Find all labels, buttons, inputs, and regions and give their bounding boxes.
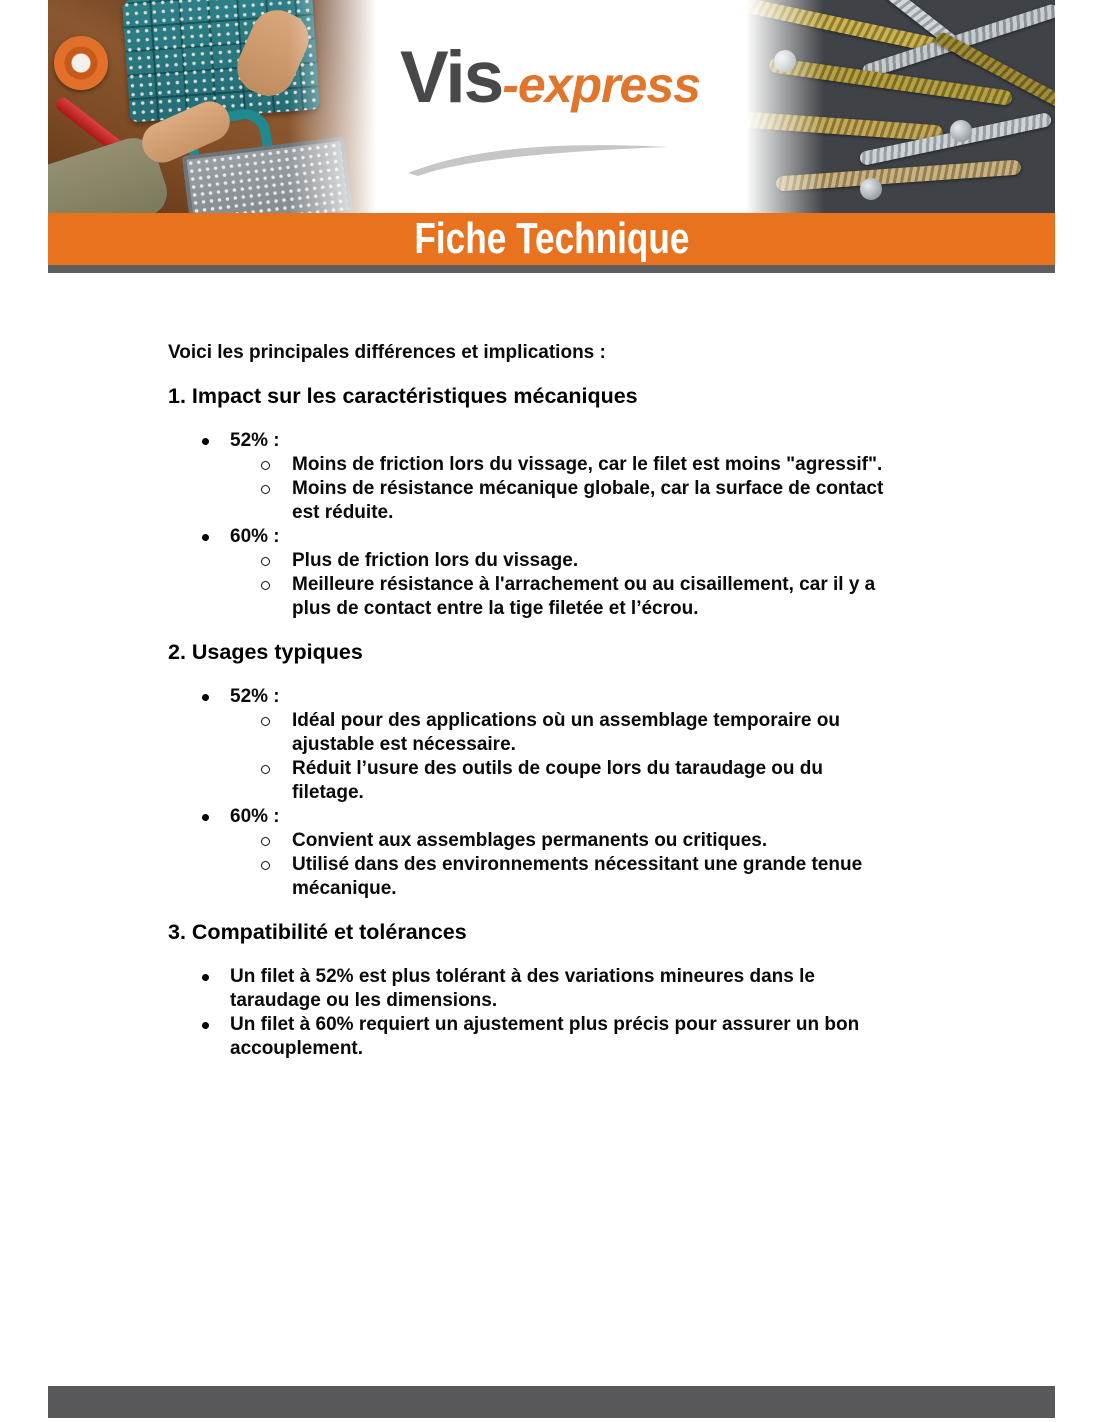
logo-swoosh-icon <box>402 140 674 178</box>
sub-list-item <box>168 453 1100 477</box>
sub-list-item-text: Meilleure résistance à l'arrachement ou au cisaillement, car il y a plus de contact entre la tige filetée et l’écrou. <box>292 574 876 619</box>
bullet-dot-icon <box>202 1022 209 1029</box>
tape-measure-icon <box>54 36 108 90</box>
footer-bar <box>48 1386 1055 1418</box>
screw-head-graphic <box>860 178 882 200</box>
sub-list-item-text: Réduit l’usure des outils de coupe lors du taraudage ou du filetage. <box>292 758 824 803</box>
sub-list-item-text: Utilisé dans des environnements nécessitant une grande tenue mécanique. <box>292 854 863 899</box>
sub-list-item <box>168 757 1100 805</box>
list-item <box>168 429 1100 453</box>
section-title: 2. Usages typiques <box>168 640 363 664</box>
bullet-circle-icon <box>261 765 270 774</box>
sub-list-item-text: Idéal pour des applications où un assemblage temporaire ou ajustable est nécessaire. <box>292 710 840 755</box>
list-item <box>168 525 1100 549</box>
sub-list-item-text: Plus de friction lors du vissage. <box>292 550 579 571</box>
list-item-text: Un filet à 52% est plus tolérant à des variations mineures dans le taraudage ou les dimensions. <box>230 966 815 1011</box>
list-item-text: 60% : <box>230 806 280 827</box>
bullet-dot-icon <box>202 694 209 701</box>
sub-list-item <box>168 477 1100 525</box>
doc-section <box>168 919 1100 1061</box>
logo-brand-text: Vis <box>400 37 503 118</box>
bullet-dot-icon <box>202 974 209 981</box>
list-item-text: 52% : <box>230 430 280 451</box>
bullet-circle-icon <box>261 837 270 846</box>
sections <box>168 383 1100 1061</box>
bullet-circle-icon <box>261 861 270 870</box>
sub-list-item-text: Moins de friction lors du vissage, car le filet est moins "agressif". <box>292 454 883 475</box>
bullet-circle-icon <box>261 485 270 494</box>
bullet-circle-icon <box>261 557 270 566</box>
bullet-dot-icon <box>202 814 209 821</box>
photo-fade <box>740 0 824 213</box>
doc-section <box>168 383 1100 621</box>
document-body <box>0 273 1100 1061</box>
list-item <box>168 965 1100 1013</box>
bullet-circle-icon <box>261 581 270 590</box>
list-item-text: 52% : <box>230 686 280 707</box>
header-collage <box>48 0 1055 213</box>
list-item-text: 60% : <box>230 526 280 547</box>
header <box>0 0 1100 273</box>
sub-list-item-text: Moins de résistance mécanique globale, car la surface de contact est réduite. <box>292 478 884 523</box>
vis-express-logo <box>400 37 720 178</box>
banner-title: Fiche Technique <box>413 214 690 263</box>
bullet-circle-icon <box>261 461 270 470</box>
sub-list-item <box>168 853 1100 901</box>
section-title: 1. Impact sur les caractéristiques mécaniques <box>168 384 638 408</box>
logo-suffix-text: -express <box>502 57 700 113</box>
sub-list-item-text: Convient aux assemblages permanents ou critiques. <box>292 830 768 851</box>
bullet-circle-icon <box>261 717 270 726</box>
sub-list-item <box>168 829 1100 853</box>
screw-head-graphic <box>950 120 972 142</box>
section-title: 3. Compatibilité et tolérances <box>168 920 467 944</box>
doc-section <box>168 639 1100 901</box>
sub-list-item <box>168 709 1100 757</box>
list-item <box>168 1013 1100 1061</box>
banner <box>48 213 1055 265</box>
sub-list-item <box>168 549 1100 573</box>
workbench-photo <box>48 0 383 213</box>
bullet-dot-icon <box>202 438 209 445</box>
banner-underline <box>48 265 1055 273</box>
list-item-text: Un filet à 60% requiert un ajustement plus précis pour assurer un bon accouplement. <box>230 1014 860 1059</box>
logo-wordmark <box>400 37 720 136</box>
bullet-dot-icon <box>202 534 209 541</box>
list-item <box>168 685 1100 709</box>
intro-paragraph: Voici les principales différences et implications : <box>168 342 606 363</box>
photo-fade <box>289 0 383 213</box>
sub-list-item <box>168 573 1100 621</box>
list-item <box>168 805 1100 829</box>
screws-pile-photo <box>740 0 1055 213</box>
